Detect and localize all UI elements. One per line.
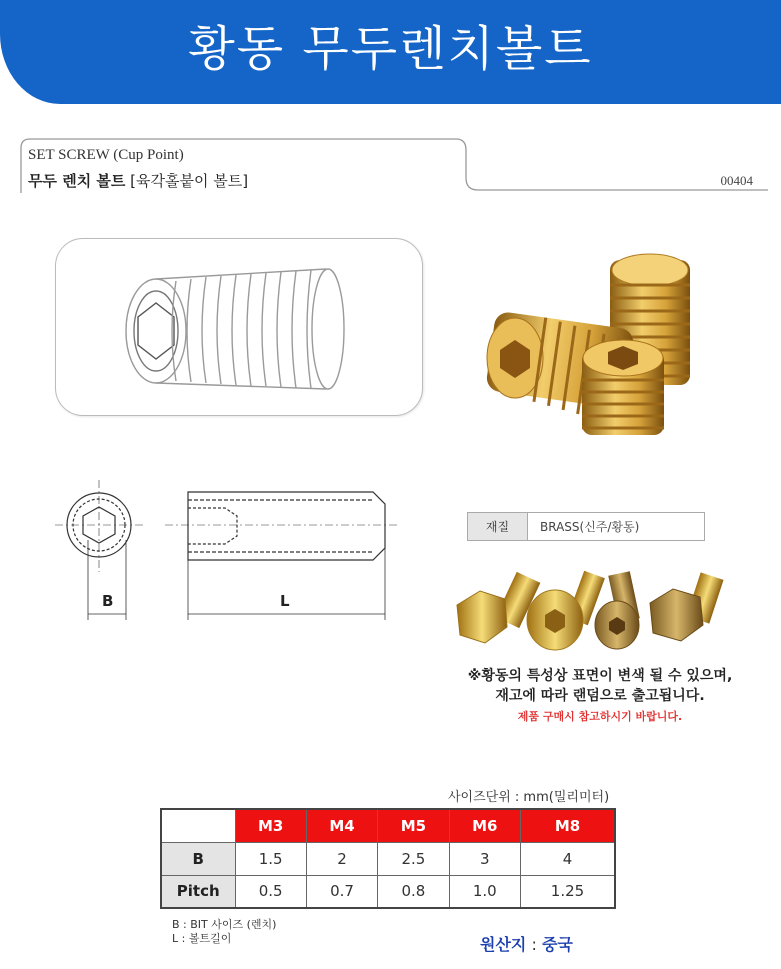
table-cell: 1.25 <box>521 875 616 908</box>
origin-value: 중국 <box>541 935 573 954</box>
note-line-2: 재고에 따라 랜덤으로 출고됩니다. <box>495 688 705 704</box>
set-screw-sketch-image <box>56 239 424 417</box>
column-header: M5 <box>378 809 449 842</box>
origin-label: 원산지 <box>480 935 527 954</box>
table-cell: 0.5 <box>235 875 306 908</box>
legend-b: B : BIT 사이즈 (렌치) <box>172 918 277 931</box>
size-table-header <box>161 809 615 842</box>
sketch-frame <box>55 238 423 416</box>
page-title: 황동 무두렌치볼트 <box>188 21 593 77</box>
korean-name-alias: [육각홀붙이 볼트] <box>130 172 249 190</box>
column-header: M6 <box>449 809 520 842</box>
korean-name-main: 무두 렌치 볼트 <box>28 172 126 190</box>
row-header-pitch: Pitch <box>161 875 235 908</box>
table-cell: 0.8 <box>378 875 449 908</box>
material-value: BRASS(신주/황동) <box>528 513 705 541</box>
product-english-name: SET SCREW (Cup Point) <box>28 147 184 163</box>
table-cell: 4 <box>521 842 616 875</box>
row-header-b: B <box>161 842 235 875</box>
table-cell: 1.0 <box>449 875 520 908</box>
discoloration-note <box>440 666 760 706</box>
product-code: 00404 <box>720 173 753 188</box>
country-of-origin <box>480 932 573 955</box>
note-line-1: ※황동의 특성상 표면이 변색 될 수 있으며, <box>467 668 733 684</box>
dimension-drawing <box>55 480 405 630</box>
column-header: M3 <box>235 809 306 842</box>
table-cell: 1.5 <box>235 842 306 875</box>
title-banner <box>0 0 781 104</box>
purchase-warning: 제품 구매시 참고하시기 바랍니다. <box>517 710 683 723</box>
column-header: M8 <box>521 809 616 842</box>
material-row <box>468 513 705 541</box>
product-korean-name <box>28 170 248 191</box>
dimension-legend <box>172 918 276 946</box>
dimension-label-b: B <box>102 592 114 610</box>
size-unit-note: 사이즈단위 : mm(밀리미터) <box>448 790 610 805</box>
brass-color-variation-photo <box>445 565 735 675</box>
column-header: M4 <box>306 809 377 842</box>
dimension-label-l: L <box>280 592 290 610</box>
table-row <box>161 875 615 908</box>
brass-screws-photo <box>470 240 730 470</box>
table-cell: 2 <box>306 842 377 875</box>
table-cell: 2.5 <box>378 842 449 875</box>
material-table <box>467 512 705 541</box>
table-corner-cell <box>161 809 235 842</box>
table-cell: 3 <box>449 842 520 875</box>
table-row <box>161 842 615 875</box>
legend-l: L : 볼트길이 <box>172 932 232 945</box>
size-table <box>160 808 616 909</box>
table-cell: 0.7 <box>306 875 377 908</box>
origin-separator: : <box>526 935 542 954</box>
material-label: 재질 <box>468 513 528 541</box>
